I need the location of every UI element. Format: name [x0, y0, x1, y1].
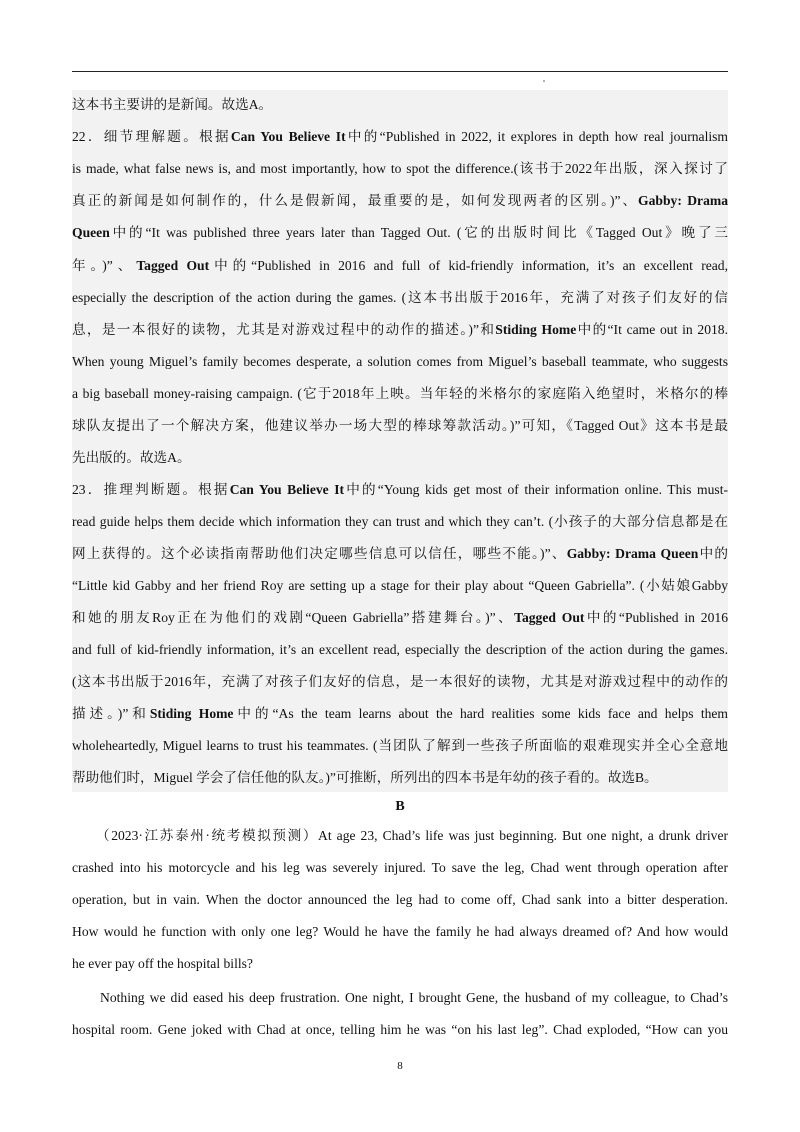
text-run: (这本书出版于2016年，充满了对孩子们友好的信息，是一本很好的读物，尤其是对游戏过程中的动作的 [72, 674, 728, 689]
passage-line: Nothing we did eased his deep frustration. One night, I brought Gene, the husband of my colleague, to Chad’s [100, 990, 728, 1005]
answer-line [72, 288, 728, 308]
answer-line [72, 448, 728, 468]
text-run: 23．推理判断题。根据 [72, 482, 230, 497]
text-run: and full of kid-friendly information, it’s an excellent read, especially the description of the action during the games. [72, 642, 728, 657]
text-run: especially the description of the action during the games. (这本书出版于2016年，充满了对孩子们友好的信 [72, 290, 728, 305]
passage-line: operation, but in vain. When the doctor announced the leg had to come off, Chad sank into a bitter desperation. [72, 892, 728, 907]
book-title: Tagged Out [136, 258, 210, 273]
text-run: 真正的新闻是如何制作的，什么是假新闻，最重要的是，如何发现两者的区别。)”、 [72, 193, 639, 208]
answer-line [72, 352, 728, 372]
passage-line: （2023·江苏泰州·统考模拟预测）At age 23, Chad’s life was just beginning. But one night, a drunk driver [96, 828, 728, 843]
text-run: is made, what false news is, and most importantly, how to spot the difference.(该书于2022年出版，深入探讨了 [72, 161, 728, 176]
text-run: 中的“Published in 2016 and full of kid-friendly information, it’s an excellent read, [209, 258, 728, 273]
answer-line [72, 640, 728, 660]
answer-line [72, 512, 728, 532]
answer-line [72, 480, 728, 500]
text-run: 中的 [698, 546, 729, 561]
book-title: Tagged Out [514, 610, 585, 625]
section-label: B [395, 799, 405, 814]
answer-line [72, 95, 728, 115]
answer-line [72, 704, 728, 724]
passage-line: How would he function with only one leg? Would he have the family he had always dreamed of? And how would [72, 924, 728, 939]
answer-line [72, 384, 728, 404]
text-run: 描述。)”和 [72, 706, 150, 721]
answer-line [72, 672, 728, 692]
passage-line: he ever pay off the hospital bills? [72, 956, 253, 971]
text-run: 球队友提出了一个解决方案，他建议举办一场大型的棒球筹款活动。)”可知，《Tagged Out》这本书是最 [72, 418, 728, 433]
text-run: read guide helps them decide which information they can trust and which they can’t. (小孩子的大部分信息都是在 [72, 514, 728, 529]
book-title: Stiding Home [149, 706, 234, 721]
text-run: 这本书主要讲的是新闻。故选A。 [72, 97, 273, 112]
answer-line [72, 544, 728, 564]
text-run: When young Miguel’s family becomes desperate, a solution comes from Miguel’s baseball teammate, who suggests [72, 354, 728, 369]
text-run: a big baseball money-raising campaign. (它于2018年上映。当年轻的米格尔的家庭陷入绝望时，米格尔的棒 [72, 386, 728, 401]
text-run: 网上获得的。这个必读指南帮助他们决定哪些信息可以信任，哪些不能。)”、 [72, 546, 567, 561]
text-run: 中的“Published in 2022, it explores in depth how real journalism [345, 129, 729, 144]
text-run: 中的“It was published three years later than Tagged Out. (它的出版时间比《Tagged Out》晚了三 [109, 225, 728, 240]
header-rule [72, 71, 728, 72]
answer-line [72, 416, 728, 436]
answer-line [72, 191, 728, 211]
text-run: 中的“As the team learns about the hard realities some kids face and helps them [233, 706, 729, 721]
passage-line: crashed into his motorcycle and his leg was severely injured. To save the leg, Chad went through operation after [72, 860, 728, 875]
text-run: 年。)”、 [72, 258, 137, 273]
answer-line [72, 768, 728, 788]
text-run: 中的“It came out in 2018. [576, 322, 729, 337]
text-run: wholeheartedly, Miguel learns to trust his teammates. (当团队了解到一些孩子所面临的艰难现实并全心全意地 [72, 738, 728, 753]
answer-line [72, 608, 728, 628]
passage-line: hospital room. Gene joked with Chad at once, telling him he was “on his last leg”. Chad exploded, “How can you [72, 1022, 728, 1037]
answer-line [72, 223, 728, 243]
book-title: Stiding Home [495, 322, 577, 337]
text-run: 帮助他们时，Miguel 学会了信任他的队友。)”可推断，所列出的四本书是年幼的孩子看的。故选B。 [72, 770, 658, 785]
text-run: 息，是一本很好的读物，尤其是对游戏过程中的动作的描述。)”和 [72, 322, 496, 337]
answer-line [72, 127, 728, 147]
answer-line [72, 736, 728, 756]
text-run: 22．细节理解题。根据 [72, 129, 231, 144]
answer-line [72, 576, 728, 596]
answer-line [72, 256, 728, 276]
book-title: Queen [72, 225, 110, 240]
answer-line [72, 320, 728, 340]
book-title: Gabby: Drama [638, 193, 728, 208]
book-title: Can You Believe It [230, 129, 346, 144]
text-run: 中的“Published in 2016 [584, 610, 728, 625]
text-run: 先出版的。故选A。 [72, 450, 191, 465]
page-number: 8 [397, 1060, 403, 1072]
text-run: 和她的朋友Roy正在为他们的戏剧“Queen Gabriella”搭建舞台。)”、 [72, 610, 515, 625]
text-run: 中的“Young kids get most of their information online. This must- [344, 482, 728, 497]
answer-line [72, 159, 728, 179]
book-title: Gabby: Drama Queen [566, 546, 699, 561]
header-mark [543, 80, 545, 82]
book-title: Can You Believe It [229, 482, 345, 497]
text-run: “Little kid Gabby and her friend Roy are setting up a stage for their play about “Queen Gabriella”. (小姑娘Gabby [72, 578, 728, 593]
